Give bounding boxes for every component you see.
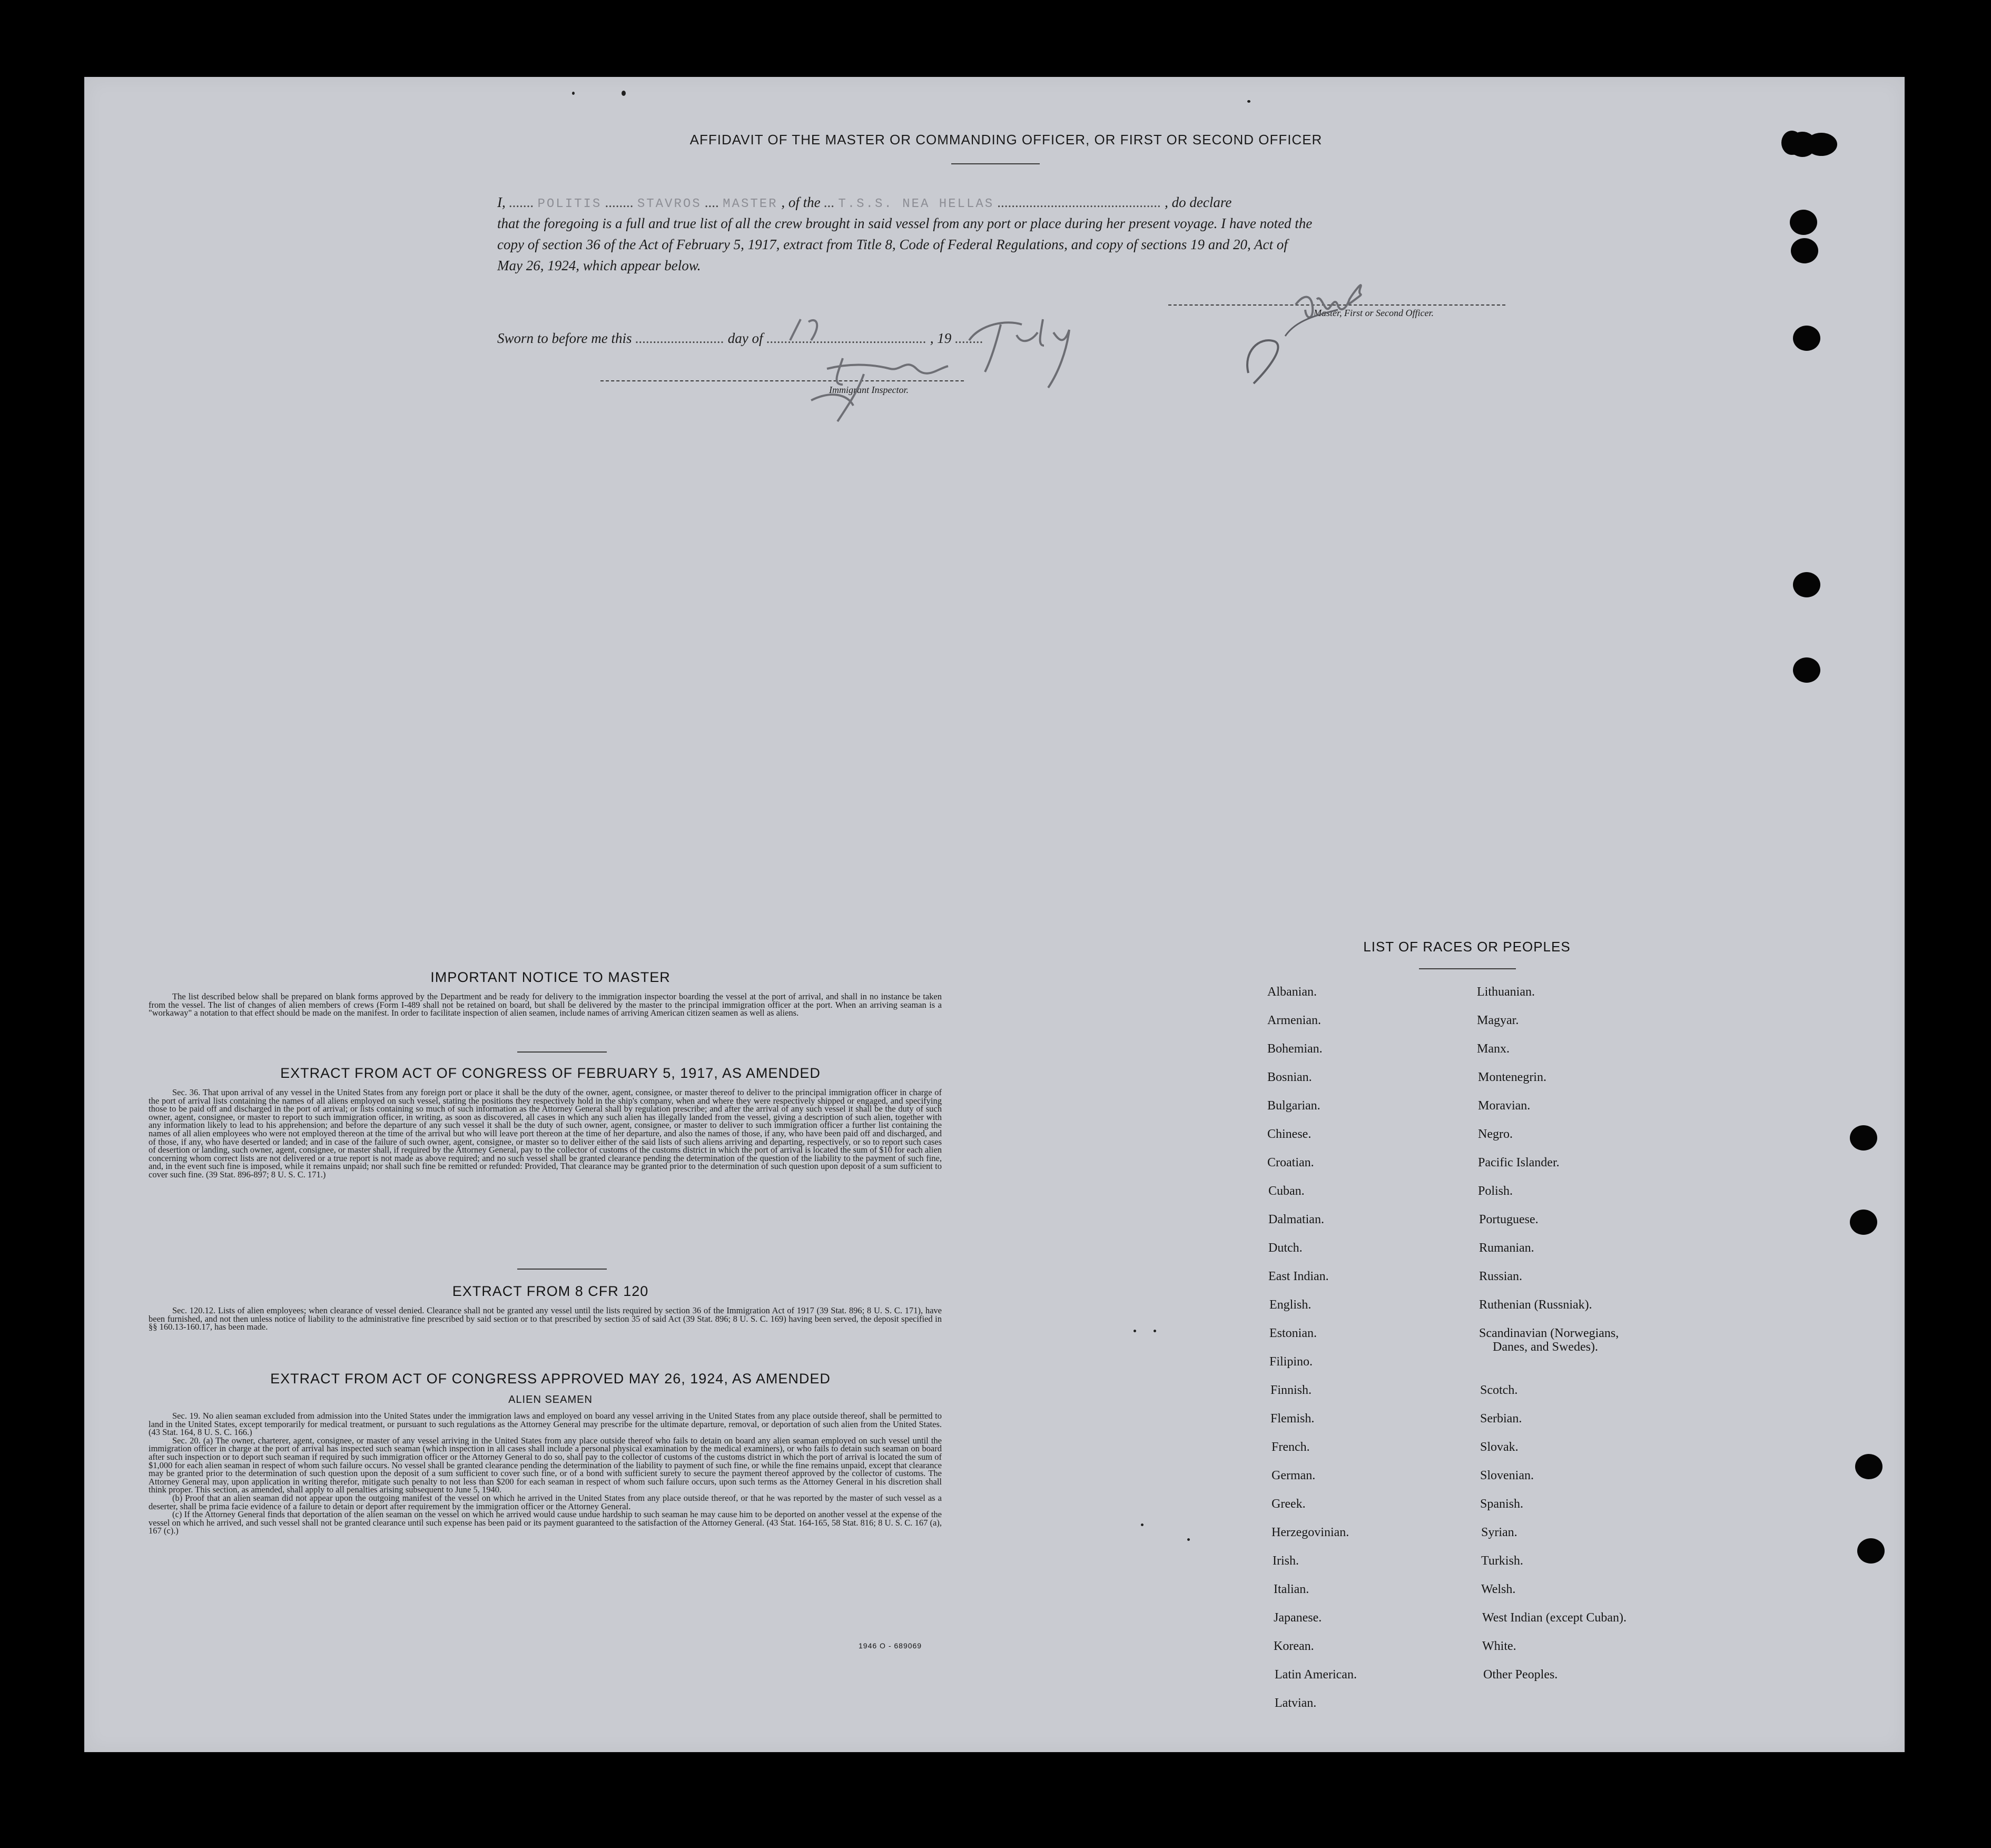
races-title: LIST OF RACES OR PEOPLES: [1363, 939, 1571, 955]
handwritten-month: [959, 303, 1117, 398]
punch-hole: [1789, 132, 1816, 157]
declaration-prefix: I,: [497, 194, 506, 210]
typed-rank: MASTER: [723, 197, 778, 211]
race-right-item: Slovak.: [1480, 1440, 1519, 1454]
race-right-item: Spanish.: [1480, 1497, 1524, 1511]
punch-hole: [1793, 326, 1820, 351]
extract1-body: [149, 1088, 942, 1179]
master-signature-caption: Master, First or Second Officer.: [1314, 308, 1434, 318]
race-left-item: Filipino.: [1269, 1355, 1313, 1369]
race-right-item: Welsh.: [1481, 1582, 1516, 1596]
section-rule: [517, 1051, 607, 1053]
speck: [1134, 1330, 1136, 1332]
race-left-item: Korean.: [1274, 1639, 1314, 1653]
punch-hole: [1790, 210, 1817, 235]
races-title-rule: [1419, 968, 1516, 969]
sworn-prefix: Sworn to before me this: [497, 330, 632, 346]
speck: [572, 92, 575, 95]
race-right-item: Scotch.: [1480, 1383, 1518, 1397]
typed-vessel: T.S.S. NEA HELLAS: [838, 197, 994, 211]
typed-master-name-2: STAVROS: [637, 197, 702, 211]
race-right-item: Moravian.: [1478, 1099, 1531, 1113]
race-right-item: Slovenian.: [1480, 1469, 1534, 1482]
extract1-title: EXTRACT FROM ACT OF CONGRESS OF FEBRUARY 5, 1917, AS AMENDED: [280, 1065, 821, 1081]
speck: [1187, 1538, 1190, 1541]
master-signature: [1211, 257, 1433, 394]
race-right-item: Rumanian.: [1479, 1241, 1534, 1255]
typed-master-name: POLITIS: [537, 197, 602, 211]
inspector-signature-caption: Immigrant Inspector.: [829, 385, 909, 395]
affidavit-title: AFFIDAVIT OF THE MASTER OR COMMANDING OFFICER, OR FIRST OR SECOND OFFICER: [689, 132, 1323, 148]
race-right-item: Ruthenian (Russniak).: [1479, 1298, 1592, 1312]
extract3-subheading: ALIEN SEAMEN: [508, 1394, 593, 1405]
punch-hole: [1793, 572, 1820, 597]
punch-hole: [1855, 1454, 1882, 1479]
extract1-paragraph: Sec. 36. That upon arrival of any vessel in the United States from any foreign port or place it shall be the duty of the owner, agent, consignee, or master thereof to deliver to the principal immigration officer in charge of the port of arrival lists containing the names of all aliens employed on such vessel, stating the positions they respectively hold in the ship's company, when and where they were respectively shipped or engaged, and specifying those to be paid off and discharged in the port of arrival; or lists containing so much of such information as the Attorney General shall by regulation prescribe; and after the arrival of any such vessel it shall be the duty of such owner, agent, consignee, or master to report to such immigration officer, in writing, as soon as discovered, all cases in which any such alien has illegally landed from the vessel, giving a description of such alien, together with any information likely to lead to his apprehension; and before the departure of any such vessel it shall be the duty of such owner, agent, consignee, or master to deliver to such immigration officer a further list containing the names of all alien employees who were not employed thereon at the time of the arrival but who will leave port thereon at the time of her departure, and also the names of those, if any, who have been paid off and discharged, and of those, if any, who have deserted or landed; and in case of the failure of such owner, agent, consignee, or master so to deliver either of the said lists of such aliens arriving and departing, respectively, or so to report such cases of desertion or landing, such owner, agent, consignee, or master shall, if required by the Attorney General, pay to the collector of customs of the customs district in which the port of arrival is located the sum of $10 for each alien concerning whom correct lists are not delivered or a true report is not made as above required; and no such vessel shall be granted clearance pending the determination of the question of the liability to the payment of such fine, and, in the event such fine is imposed, while it remains unpaid; nor shall such fine be remitted or refunded: Provided, That clearance may be granted prior to the determination of such question upon deposit of a sum sufficient to cover such fine. (39 Stat. 896-897; 8 U. S. C. 171.): [149, 1087, 942, 1179]
notice-paragraph: The list described below shall be prepared on blank forms approved by the Department and be ready for delivery to the immigration inspector boarding the vessel at the port of arrival, and shall in no instance be taken from the vessel. The list of changes of alien members of crews (Form I-489 shall not be retained on board, but shall be delivered by the master to the principal immigration officer at the port. When an arriving seaman is a "workaway" a notation to that effect should be made on the manifest. In order to facilitate inspection of alien seamen, include names of arriving American citizen seamen as well as aliens.: [149, 991, 942, 1018]
extract3-paragraph-2: Sec. 20. (a) The owner, charterer, agent, consignee, or master of any vessel arriving in the United States from any place outside thereof who fails to detain on board any alien seaman employed on such vessel until the immigration officer in charge at the port of arrival has inspected such seaman (which inspection in all cases shall include a personal physical examination by the medical examiners), or who fails to detain such seaman on board after such inspection or to deport such seaman if required by such immigration officer or the Attorney General to do so, shall pay to the collector of customs of the customs district in which the port of arrival is located the sum of $1,000 for each alien seaman in respect of whom such failure occurs. No vessel shall be granted clearance pending the determination of the liability to payment of such fine, or while the fine remains unpaid, except that clearance may be granted prior to the determination of such question upon the deposit of a sum sufficient to cover such fine, or of a bond with sufficient surety to secure the payment thereof approved by the collector of customs. The Attorney General may, upon application in writing therefor, mitigate such penalty to not less than $200 for each seaman in respect of whom such failure occurs, upon such terms as the Attorney General in his discretion shall think proper. This section, as amended, shall apply to all penalties arising subsequent to June 5, 1940.: [149, 1435, 942, 1495]
race-left-item: Herzegovinian.: [1272, 1526, 1349, 1539]
race-left-item: Dutch.: [1268, 1241, 1303, 1255]
race-right-item: Other Peoples.: [1483, 1668, 1558, 1682]
race-right-item: Negro.: [1478, 1127, 1513, 1141]
notice-title: IMPORTANT NOTICE TO MASTER: [430, 969, 671, 985]
punch-hole: [1850, 1125, 1877, 1151]
race-right-item: Polish.: [1478, 1184, 1513, 1198]
race-left-item: Bosnian.: [1267, 1070, 1312, 1084]
declaration-line-1: I, ....... POLITIS ........ STAVROS .... MASTER , of the ... T.S.S. NEA HELLAS .............................................. , do declare: [497, 194, 1232, 211]
day-of-text: day of: [727, 330, 763, 346]
declaration-line-2: that the foregoing is a full and true list of all the crew brought in said vessel from any port or place during her present voyage. I have noted the: [497, 215, 1313, 231]
race-right-item: Pacific Islander.: [1478, 1156, 1560, 1169]
race-left-item: English.: [1269, 1298, 1312, 1312]
race-right-item: Serbian.: [1480, 1412, 1522, 1426]
race-left-item: Italian.: [1274, 1582, 1309, 1596]
race-right-item: Portuguese.: [1479, 1213, 1539, 1226]
race-left-item: Bulgarian.: [1267, 1099, 1320, 1113]
race-right-item: Lithuanian.: [1477, 985, 1535, 999]
race-left-item: East Indian.: [1268, 1270, 1329, 1283]
inspector-signature: [758, 337, 980, 427]
extract3-paragraph-4: (c) If the Attorney General finds that deportation of the alien seaman on the vessel on which he arrived would cause undue hardship to such seaman he may cause him to be deported on another vessel at the expense of the vessel on which he arrived, and such vessel shall not be granted clearance until such expense has been paid or its payment guaranteed to the satisfaction of the Attorney General. (43 Stat. 164-165, 58 Stat. 816; 8 U. S. C. 167 (a), 167 (c).): [149, 1509, 942, 1536]
extract2-title: EXTRACT FROM 8 CFR 120: [452, 1283, 649, 1299]
speck: [1154, 1330, 1156, 1332]
declaration-line-3: copy of section 36 of the Act of February 5, 1917, extract from Title 8, Code of Federal Regulations, and copy of sections 19 and 20, Act of: [497, 237, 1288, 252]
race-left-item: Albanian.: [1267, 985, 1317, 999]
race-left-item: Latin American.: [1275, 1668, 1357, 1682]
race-right-item: Turkish.: [1481, 1554, 1523, 1568]
race-right-item: Manx.: [1477, 1042, 1510, 1056]
race-left-item: German.: [1272, 1469, 1316, 1482]
extract3-paragraph-3: (b) Proof that an alien seaman did not appear upon the outgoing manifest of the vessel on which he arrived in the United States from any place outside thereof, or that he was reported by the master of such vessel as a deserter, shall be prima facie evidence of a failure to detain or deport after requirement by the immigration officer or the Attorney General.: [149, 1492, 942, 1511]
print-code: 1946 O - 689069: [859, 1641, 922, 1650]
race-left-item: Cuban.: [1268, 1184, 1305, 1198]
race-left-item: Japanese.: [1274, 1611, 1322, 1625]
race-right-item: Russian.: [1479, 1270, 1523, 1283]
year-prefix: , 19: [930, 330, 952, 346]
section-rule: [517, 1269, 607, 1270]
punch-hole: [1791, 238, 1818, 263]
extract3-title: EXTRACT FROM ACT OF CONGRESS APPROVED MAY 26, 1924, AS AMENDED: [270, 1371, 831, 1387]
punch-hole: [1857, 1538, 1885, 1564]
speck: [622, 91, 626, 96]
speck: [1141, 1523, 1144, 1526]
of-the-text: , of the: [781, 194, 821, 210]
race-left-item: Flemish.: [1270, 1412, 1315, 1426]
sworn-line: Sworn to before me this ......................... day of ............................................. , 19 ........: [497, 330, 983, 346]
punch-hole: [1793, 657, 1820, 683]
race-right-item: Magyar.: [1477, 1014, 1519, 1027]
race-right-item: Syrian.: [1481, 1526, 1517, 1539]
extract2-paragraph: Sec. 120.12. Lists of alien employees; when clearance of vessel denied. Clearance shall not be granted any vessel until the lists required by section 36 of the Immigration Act of 1917 (39 Stat. 896; 8 U. S. C. 171), have been furnished, and not then unless notice of liability to the administrative fine prescribed by said section or to that prescribed by section 35 of said Act (39 Stat. 896; 8 U. S. C. 169) having been served, the deposit specified in §§ 160.13-160.17, has been made.: [149, 1305, 942, 1332]
extract3-body: [149, 1412, 942, 1535]
race-left-item: Bohemian.: [1267, 1042, 1323, 1056]
race-right-item: West Indian (except Cuban).: [1482, 1611, 1627, 1625]
race-left-item: Estonian.: [1269, 1326, 1317, 1340]
race-left-item: Dalmatian.: [1268, 1213, 1324, 1226]
punch-hole: [1850, 1210, 1877, 1235]
race-right-item: White.: [1482, 1639, 1516, 1653]
race-left-item: French.: [1272, 1440, 1310, 1454]
race-right-item: Scandinavian (Norwegians,: [1479, 1326, 1619, 1340]
do-declare-text: , do declare: [1165, 194, 1232, 210]
race-left-item: Croatian.: [1267, 1156, 1314, 1169]
race-right-item: Danes, and Swedes).: [1493, 1340, 1598, 1354]
race-left-item: Finnish.: [1270, 1383, 1312, 1397]
speck: [1247, 100, 1250, 103]
extract2-body: [149, 1306, 942, 1331]
race-right-item: Montenegrin.: [1478, 1070, 1546, 1084]
race-left-item: Chinese.: [1267, 1127, 1312, 1141]
race-left-item: Irish.: [1273, 1554, 1299, 1568]
race-left-item: Latvian.: [1275, 1696, 1317, 1710]
title-rule: [951, 163, 1040, 164]
declaration-line-4: May 26, 1924, which appear below.: [497, 258, 701, 273]
extract3-paragraph-1: Sec. 19. No alien seaman excluded from admission into the United States under the immigration laws and employed on board any vessel arriving in the United States from any place outside thereof, shall be permitted to land in the United States, except temporarily for medical treatment, or pursuant to such regulations as the Attorney General may prescribe for the ultimate departure, removal, or deportation of such alien from the United States. (43 Stat. 164, 8 U. S. C. 166.): [149, 1411, 942, 1438]
race-left-item: Armenian.: [1267, 1014, 1321, 1027]
race-left-item: Greek.: [1272, 1497, 1306, 1511]
notice-body: [149, 992, 942, 1017]
